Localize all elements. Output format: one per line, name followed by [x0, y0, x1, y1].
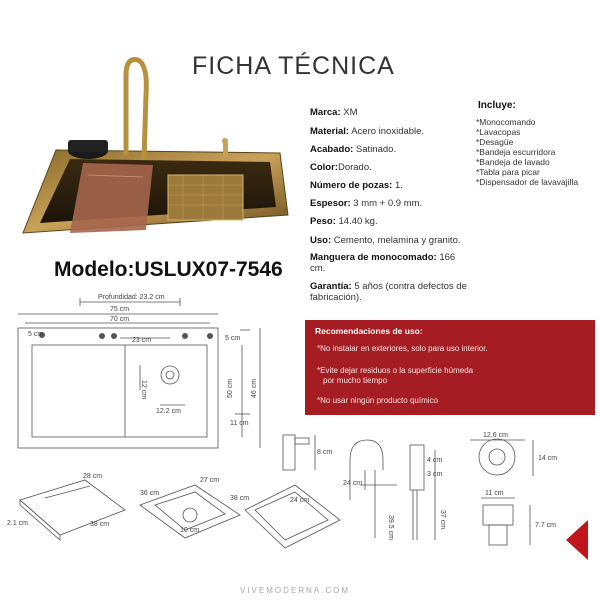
dim-12a: 12 cm	[140, 380, 147, 400]
drain-basket-icon	[245, 485, 340, 548]
dim-disp: 8 cm	[317, 449, 333, 456]
incluye-item: *Desagüe	[476, 137, 514, 147]
incluye-item: *Monocomando	[476, 117, 536, 127]
spec-pozas: Número de pozas: 1.	[310, 180, 403, 191]
dim-tap-w: 24 cm	[343, 480, 363, 487]
incluye-title: Incluye:	[478, 100, 516, 111]
dim-basket-b: 24 cm	[290, 497, 310, 504]
dim-pipe-h: 7.7 cm	[535, 522, 557, 529]
dim-cup-b: 27 cm	[200, 477, 220, 484]
tap-hole-icon	[182, 333, 188, 339]
recommendation-item: por mucho tiempo	[323, 376, 388, 385]
sink-product-photo	[18, 55, 290, 245]
incluye-item: *Bandeja de lavado	[476, 157, 550, 167]
dim-50: 50 cm	[227, 378, 234, 398]
dim-drain-h: 14 cm	[538, 455, 558, 462]
spec-espesor: Espesor: 3 mm + 0.9 mm.	[310, 198, 423, 209]
dim-pipe-w: 11 cm	[485, 490, 504, 497]
model-name: Modelo:USLUX07-7546	[54, 258, 283, 281]
pipe-icon	[410, 445, 424, 490]
dim-board-l: 38 cm	[90, 521, 110, 528]
dim-basket-a: 38 cm	[230, 495, 250, 502]
footer-website: VIVEMODERNA.COM	[240, 586, 351, 595]
spec-material: Material: Acero inoxidable.	[310, 126, 425, 137]
cutting-board-icon	[20, 480, 125, 535]
dim-cup-c: 10 cm	[180, 527, 200, 534]
dim-70: 70 cm	[110, 316, 130, 323]
dim-drain-w: 12.6 cm	[483, 432, 508, 439]
dim-h4: 4 cm	[427, 457, 443, 464]
recommendations-title: Recomendaciones de uso:	[315, 326, 423, 336]
dim-board-h: 2.1 cm	[7, 520, 29, 527]
incluye-item: *Tabla para picar	[476, 167, 540, 177]
spec-uso: Uso: Cemento, melamina y granito.	[310, 235, 461, 246]
soap-dispenser-icon	[283, 435, 295, 470]
incluye-item: *Lavacopas	[476, 127, 521, 137]
recommendation-item: *No instalar en exteriores, solo para uso interior.	[317, 344, 488, 353]
drain-icon	[479, 439, 515, 475]
dim-h3: 3 cm	[427, 471, 443, 478]
dim-46: 46 cm	[251, 378, 258, 398]
spec-acabado: Acabado: Satinado.	[310, 144, 397, 155]
dim-12b: 12.2 cm	[156, 408, 181, 415]
faucet-icon	[350, 440, 383, 500]
dim-11: 11 cm	[230, 420, 249, 427]
spec-manguera: Manguera de monocomado: 166 cm.	[310, 252, 456, 274]
dim-5a: 5 cm	[28, 331, 44, 338]
tap-hole-icon	[111, 333, 117, 339]
incluye-item: *Dispensador de lavavajilla	[476, 177, 579, 187]
accessories-drawing	[5, 430, 570, 580]
spec-garantia: Garantía: 5 años (contra defectos de fabricación).	[310, 281, 467, 303]
recommendation-item: *Evite dejar residuos o la superficie húmeda	[317, 366, 474, 375]
recommendation-item: *No usar ningún producto químico	[317, 396, 438, 405]
dim-profundidad: Profundidad: 23.2 cm	[98, 294, 165, 301]
incluye-item: *Bandeja escurridora	[476, 147, 556, 157]
dim-board-w: 28 cm	[83, 473, 103, 480]
dim-tap-h: 39.5 cm	[387, 515, 394, 540]
dim-h37: 37 cm	[439, 510, 446, 530]
drain-pipe-icon	[483, 505, 513, 525]
spec-peso: Peso: 14.40 kg.	[310, 216, 378, 227]
red-corner-triangle	[566, 520, 588, 560]
recommendations-box	[305, 320, 595, 415]
dim-75: 75 cm	[110, 306, 130, 313]
dim-5b: 5 cm	[225, 335, 241, 342]
page-title: FICHA TÉCNICA	[192, 52, 395, 80]
tap-hole-icon	[99, 333, 105, 339]
tap-hole-icon	[207, 333, 213, 339]
spec-marca: Marca: XM	[310, 107, 358, 118]
spec-color: Color:Dorado.	[310, 162, 372, 173]
dim-23: 23 cm	[132, 337, 152, 344]
dim-cup-a: 36 cm	[140, 490, 160, 497]
